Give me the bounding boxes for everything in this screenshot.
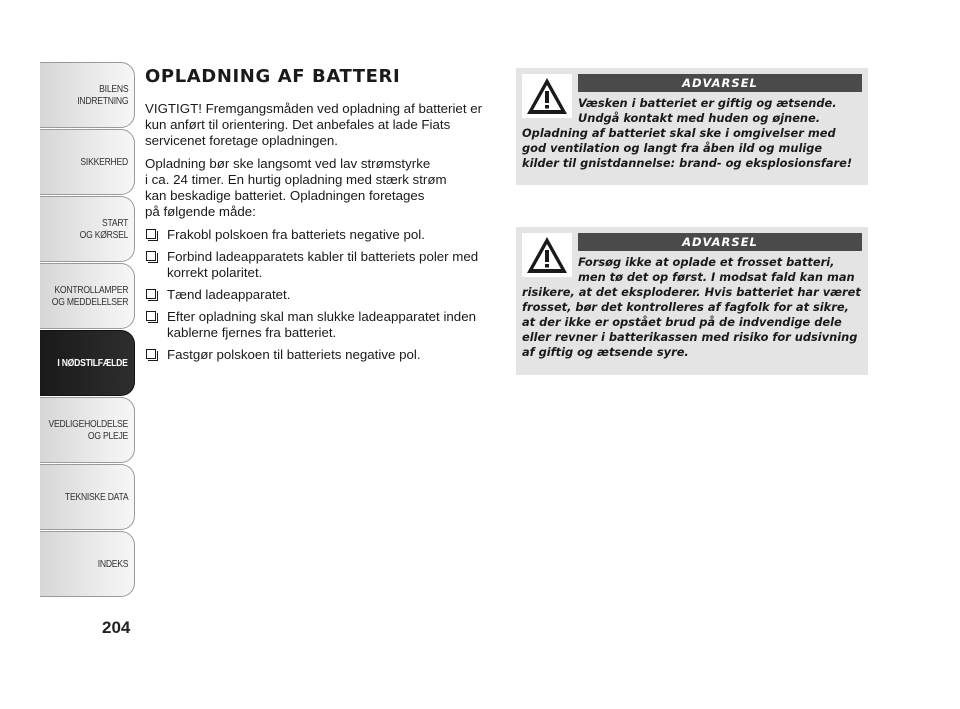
warning-text: Væsken i batteriet er giftig og ætsende. Undgå kontakt med huden og øjnene. Opladning af batteriet skal ske i omgivelser med god ventilation og langt fra åben ild og mulige kilder til gnistdannelse: brand- og eksplosionsfare!	[522, 96, 853, 170]
main-content	[145, 66, 495, 369]
warning-text: Forsøg ikke at oplade et frosset batteri, men tø det op først. I modsat fald kan man risikere, at det eksploderer. Hvis batteriet har været frosset, bør det kontrolleres af fagfolk for at sikre, at der ikke er opstået brud på de indvendige dele eller revner i batterikassen med risiko for udsivning af giftig og ætsende syre.	[522, 255, 861, 359]
warning-triangle-icon	[522, 233, 572, 277]
checkbox-bullet-icon	[146, 229, 156, 239]
tab-vedligeholdelse[interactable]	[40, 397, 135, 463]
tab-i-nodstilfaelde[interactable]	[40, 330, 135, 396]
tab-label: START OG KØRSEL	[79, 216, 128, 241]
list-item: Tænd ladeapparatet.	[145, 287, 495, 303]
tab-start-og-korsel[interactable]	[40, 196, 135, 262]
checkbox-bullet-icon	[146, 349, 156, 359]
checkbox-bullet-icon	[146, 251, 156, 261]
list-item: Efter opladning skal man slukke ladeapparatet inden kablerne fjernes fra batteriet.	[145, 309, 495, 341]
tab-label: VEDLIGEHOLDELSE OG PLEJE	[48, 417, 128, 442]
warning-box-frozen-battery	[516, 227, 868, 375]
tab-label: I NØDSTILFÆLDE	[57, 356, 128, 369]
list-item: Fastgør polskoen til batteriets negative pol.	[145, 347, 495, 363]
warning-box-battery-fluid	[516, 68, 868, 185]
checkbox-bullet-icon	[146, 311, 156, 321]
page-number: 204	[102, 618, 131, 637]
list-item: Forbind ladeapparatets kabler til batteriets poler med korrekt polaritet.	[145, 249, 495, 281]
tab-label: TEKNISKE DATA	[64, 490, 128, 503]
tab-tekniske-data[interactable]	[40, 464, 135, 530]
tab-bilens-indretning[interactable]	[40, 62, 135, 128]
tab-label: BILENS INDRETNING	[76, 82, 128, 107]
list-item: Frakobl polskoen fra batteriets negative pol.	[145, 227, 495, 243]
body-paragraph: Opladning bør ske langsomt ved lav strømstyrke i ca. 24 timer. En hurtig opladning med stærk strøm kan beskadige batteriet. Opladningen foretages på følgende måde:	[145, 156, 447, 219]
tab-sikkerhed[interactable]	[40, 129, 135, 195]
chapter-sidebar	[40, 62, 135, 598]
tab-label: INDEKS	[97, 557, 128, 570]
tab-label: SIKKERHED	[80, 155, 128, 168]
checkbox-bullet-icon	[146, 289, 156, 299]
page-title: OPLADNING AF BATTERI	[145, 66, 401, 87]
warning-header: ADVARSEL	[578, 74, 862, 92]
tab-label: KONTROLLAMPER OG MEDDELELSER	[51, 283, 128, 308]
intro-paragraph: VIGTIGT! Fremgangsmåden ved opladning af batteriet er kun anført til orientering. Det anbefales at lade Fiats servicenet foretage opladningen.	[145, 101, 483, 148]
tab-kontrollamper[interactable]	[40, 263, 135, 329]
warning-triangle-icon	[522, 74, 572, 118]
steps-list	[145, 227, 495, 363]
tab-indeks[interactable]	[40, 531, 135, 597]
warning-header: ADVARSEL	[578, 233, 862, 251]
